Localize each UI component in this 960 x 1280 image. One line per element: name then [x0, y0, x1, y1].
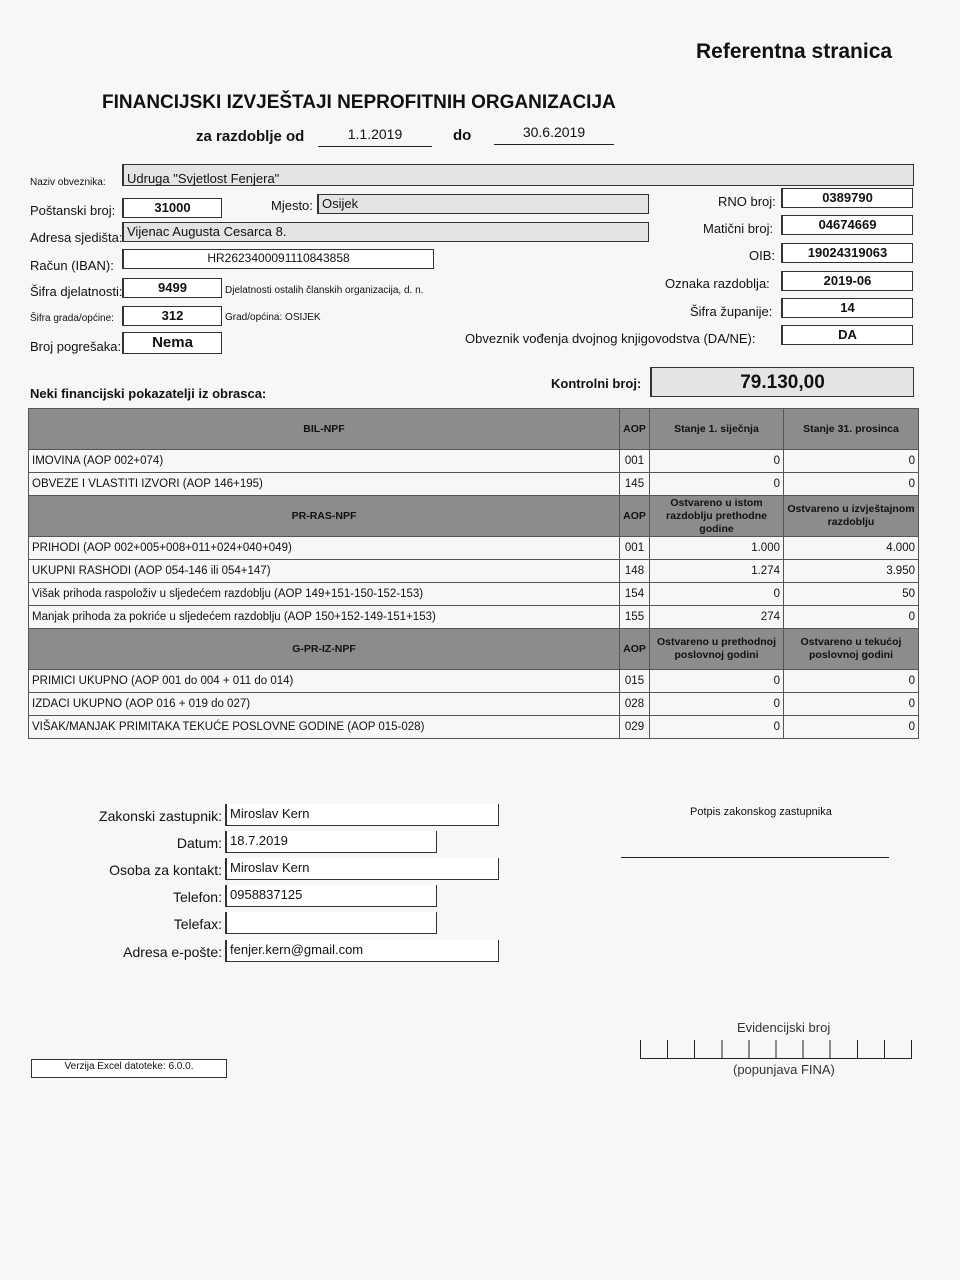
- header-cell: AOP: [620, 496, 650, 537]
- telefax-label: Telefax:: [173, 916, 222, 932]
- header-cell: Ostvareno u prethodnoj poslovnoj godini: [650, 629, 784, 670]
- value-cell: 0: [650, 473, 784, 496]
- header-cell: PR-RAS-NPF: [29, 496, 620, 537]
- aop-cell: 155: [620, 606, 650, 629]
- header-cell: AOP: [620, 409, 650, 450]
- aop-cell: 154: [620, 583, 650, 606]
- oznaka-field: 2019-06: [781, 271, 913, 291]
- popunjava-label: (popunjava FINA): [733, 1062, 835, 1077]
- datum-field: 18.7.2019: [225, 831, 437, 853]
- value-cell: 0: [650, 670, 784, 693]
- table-row: [29, 450, 919, 473]
- djelatnost-text: Djelatnosti ostalih članskih organizacija, d. n.: [225, 285, 424, 296]
- header-cell: Ostvareno u tekućoj poslovnoj godini: [784, 629, 919, 670]
- racun-field: HR2623400091110843858: [122, 249, 434, 269]
- maticni-label: Matični broj:: [703, 221, 774, 236]
- pokazatelji-label: Neki financijski pokazatelji iz obrasca:: [30, 386, 267, 401]
- pogreske-field: Nema: [122, 332, 222, 354]
- period-label: za razdoblje od: [196, 128, 305, 145]
- page-title: FINANCIJSKI IZVJEŠTAJI NEPROFITNIH ORGANIZACIJA: [102, 92, 616, 113]
- row-label: PRIHODI (AOP 002+005+008+011+024+040+049): [29, 537, 620, 560]
- value-cell: 0: [784, 606, 919, 629]
- maticni-field: 04674669: [781, 215, 913, 235]
- telefax-field: [225, 912, 437, 934]
- mjesto-field: Osijek: [317, 194, 649, 214]
- naziv-label: Naziv obveznika:: [30, 177, 106, 188]
- table-row: [29, 716, 919, 739]
- kontrolni-label: Kontrolni broj:: [551, 376, 642, 391]
- period-from: 1.1.2019: [318, 126, 432, 147]
- oib-field: 19024319063: [781, 243, 913, 263]
- value-cell: 1.274: [650, 560, 784, 583]
- value-cell: 1.000: [650, 537, 784, 560]
- table-row: [29, 693, 919, 716]
- oznaka-label: Oznaka razdoblja:: [665, 276, 770, 291]
- value-cell: 0: [784, 716, 919, 739]
- row-label: IMOVINA (AOP 002+074): [29, 450, 620, 473]
- row-label: OBVEZE I VLASTITI IZVORI (AOP 146+195): [29, 473, 620, 496]
- section-header-row: [29, 629, 919, 670]
- value-cell: 0: [650, 693, 784, 716]
- dvojno-field: DA: [781, 325, 913, 345]
- period-to-label: do: [453, 127, 472, 144]
- reference-label: Referentna stranica: [696, 40, 893, 63]
- aop-cell: 148: [620, 560, 650, 583]
- potpis-label: Potpis zakonskog zastupnika: [690, 806, 832, 818]
- racun-label: Račun (IBAN):: [30, 258, 114, 273]
- pogreske-label: Broj pogrešaka:: [30, 339, 122, 354]
- value-cell: 0: [784, 693, 919, 716]
- row-label: PRIMICI UKUPNO (AOP 001 do 004 + 011 do 014): [29, 670, 620, 693]
- osoba-label: Osoba za kontakt:: [109, 862, 222, 878]
- aop-cell: 145: [620, 473, 650, 496]
- row-label: Manjak prihoda za pokriće u sljedećem razdoblju (AOP 150+152-149-151+153): [29, 606, 620, 629]
- table-row: [29, 670, 919, 693]
- zupanija-label: Šifra županije:: [690, 304, 773, 319]
- zupanija-field: 14: [781, 298, 913, 318]
- evidencijski-broj-boxes: [640, 1040, 912, 1059]
- value-cell: 0: [650, 583, 784, 606]
- section-header-row: [29, 409, 919, 450]
- mjesto-label: Mjesto:: [271, 198, 313, 213]
- value-cell: 0: [650, 450, 784, 473]
- signature-line: [621, 857, 889, 858]
- aop-cell: 015: [620, 670, 650, 693]
- adresa-field: Vijenac Augusta Cesarca 8.: [122, 222, 649, 242]
- value-cell: 0: [784, 450, 919, 473]
- row-label: IZDACI UKUPNO (AOP 016 + 019 do 027): [29, 693, 620, 716]
- row-label: Višak prihoda raspoloživ u sljedećem razdoblju (AOP 149+151-150-152-153): [29, 583, 620, 606]
- value-cell: 274: [650, 606, 784, 629]
- value-cell: 0: [784, 670, 919, 693]
- aop-cell: 001: [620, 450, 650, 473]
- financial-table: [28, 408, 919, 739]
- value-cell: 50: [784, 583, 919, 606]
- header-cell: Stanje 31. prosinca: [784, 409, 919, 450]
- zastupnik-label: Zakonski zastupnik:: [99, 808, 222, 824]
- table-row: [29, 560, 919, 583]
- telefon-label: Telefon:: [172, 889, 222, 905]
- row-label: VIŠAK/MANJAK PRIMITAKA TEKUĆE POSLOVNE GODINE (AOP 015-028): [29, 716, 620, 739]
- postanski-field: 31000: [122, 198, 222, 218]
- aop-cell: 029: [620, 716, 650, 739]
- header-cell: Ostvareno u istom razdoblju prethodne godine: [650, 496, 784, 537]
- period-to: 30.6.2019: [494, 124, 614, 145]
- datum-label: Datum:: [176, 835, 222, 851]
- grad-text: Grad/općina: OSIJEK: [225, 312, 321, 323]
- header-cell: AOP: [620, 629, 650, 670]
- postanski-label: Poštanski broj:: [30, 203, 116, 218]
- sifra-grada-label: Šifra grada/općine:: [30, 313, 114, 324]
- rno-label: RNO broj:: [718, 194, 776, 209]
- zastupnik-field: Miroslav Kern: [225, 804, 499, 826]
- aop-cell: 028: [620, 693, 650, 716]
- value-cell: 3.950: [784, 560, 919, 583]
- value-cell: 4.000: [784, 537, 919, 560]
- rno-field: 0389790: [781, 188, 913, 208]
- row-label: UKUPNI RASHODI (AOP 054-146 ili 054+147): [29, 560, 620, 583]
- aop-cell: 001: [620, 537, 650, 560]
- osoba-field: Miroslav Kern: [225, 858, 499, 880]
- sifra-djel-field: 9499: [122, 278, 222, 298]
- dvojno-label: Obveznik vođenja dvojnog knjigovodstva (DA/NE):: [465, 331, 756, 346]
- sifra-djel-label: Šifra djelatnosti:: [30, 284, 123, 299]
- header-cell: BIL-NPF: [29, 409, 620, 450]
- adresa-label: Adresa sjedišta:: [30, 230, 123, 245]
- telefon-field: 0958837125: [225, 885, 437, 907]
- table-row: [29, 537, 919, 560]
- table-row: [29, 583, 919, 606]
- value-cell: 0: [784, 473, 919, 496]
- evidencijski-label: Evidencijski broj: [737, 1020, 831, 1035]
- header-cell: Ostvareno u izvještajnom razdoblju: [784, 496, 919, 537]
- header-cell: G-PR-IZ-NPF: [29, 629, 620, 670]
- value-cell: 0: [650, 716, 784, 739]
- oib-label: OIB:: [749, 248, 776, 263]
- section-header-row: [29, 496, 919, 537]
- naziv-field: Udruga "Svjetlost Fenjera": [122, 164, 914, 186]
- email-field: fenjer.kern@gmail.com: [225, 940, 499, 962]
- table-row: [29, 606, 919, 629]
- email-label: Adresa e-pošte:: [123, 944, 222, 960]
- table-row: [29, 473, 919, 496]
- kontrolni-field: 79.130,00: [650, 367, 914, 397]
- header-cell: Stanje 1. siječnja: [650, 409, 784, 450]
- verzija-box: Verzija Excel datoteke: 6.0.0.: [31, 1059, 227, 1078]
- sifra-grada-field: 312: [122, 306, 222, 326]
